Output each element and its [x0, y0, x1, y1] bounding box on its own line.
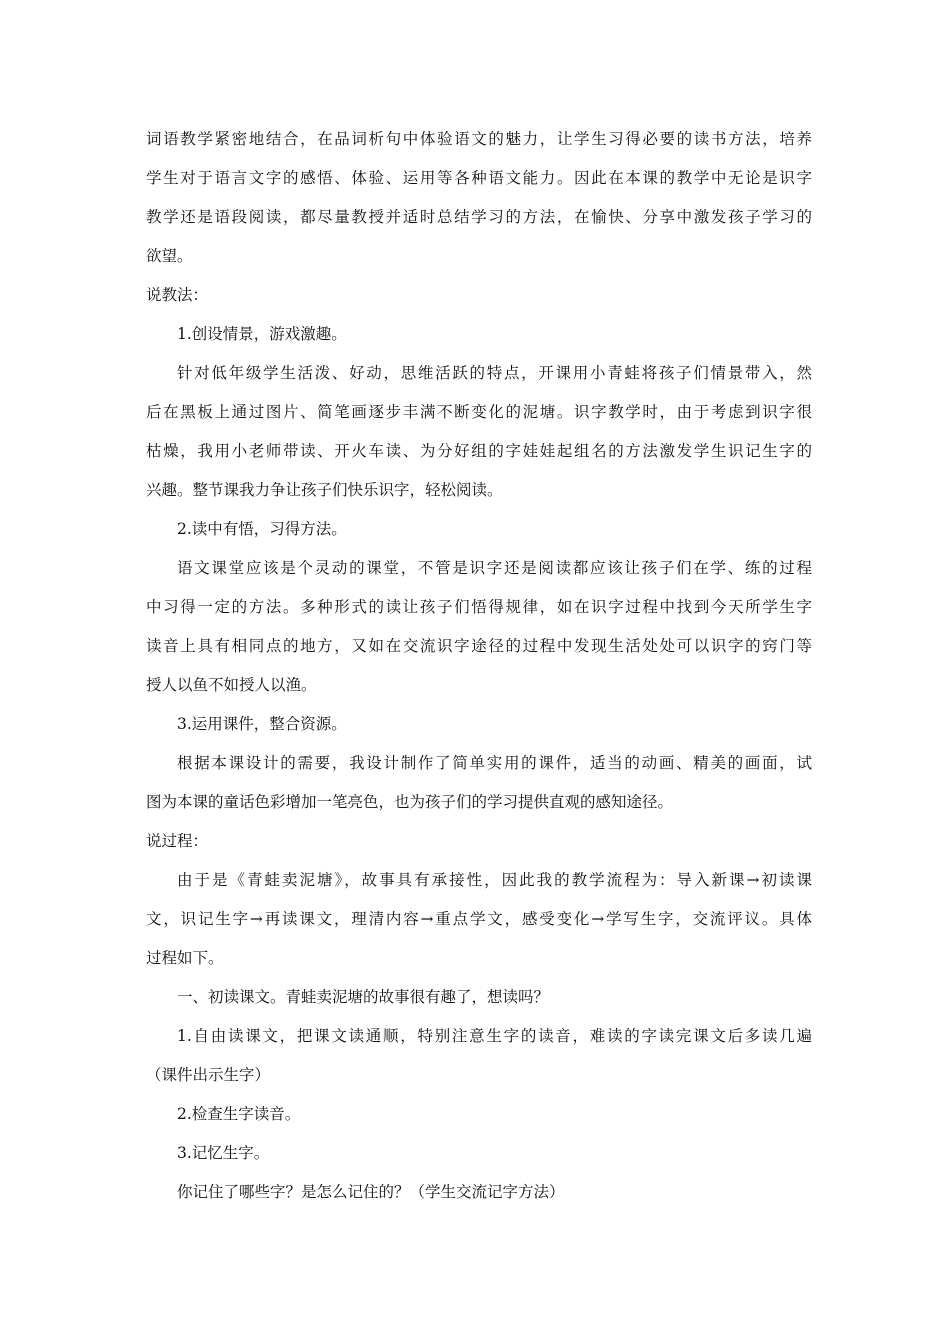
text-line: 根据本课设计的需要，我设计制作了简单实用的课件，适当的动画、精美的画面，试 [177, 754, 812, 772]
text-line: （课件出示生字） [146, 1066, 271, 1084]
text-line: 学生对于语言文字的感悟、体验、运用等各种语文能力。因此在本课的教学中无论是识字 [146, 169, 812, 187]
text-line: 兴趣。整节课我力争让孩子们快乐识字，轻松阅读。 [146, 481, 503, 499]
text-line: 欲望。 [146, 247, 193, 265]
text-line: 枯燥，我用小老师带读、开火车读、为分好组的字娃娃起组名的方法激发学生识记生字的 [146, 442, 812, 460]
text-line: 后在黑板上通过图片、简笔画逐步丰满不断变化的泥塘。识字教学时，由于考虑到识字很 [146, 403, 812, 421]
text-line: 读音上具有相同点的地方，又如在交流识字途径的过程中发现生活处处可以识字的窍门等 [146, 637, 812, 655]
text-line: 说过程： [146, 832, 209, 850]
text-line: 词语教学紧密地结合，在品词析句中体验语文的魅力，让学生习得必要的读书方法，培养 [146, 130, 812, 148]
text-line: 文，识记生字→再读课文，理清内容→重点学文，感受变化→学写生字，交流评议。具体 [146, 910, 812, 928]
text-line: 3.记忆生字。 [177, 1144, 270, 1162]
text-line: 教学还是语段阅读，都尽量教授并适时总结学习的方法，在愉快、分享中激发孩子学习的 [146, 208, 812, 226]
text-line: 说教法： [146, 286, 209, 304]
document-body [146, 122, 812, 1214]
text-line: 1.自由读课文，把课文读通顺，特别注意生字的读音，难读的字读完课文后多读几遍 [177, 1027, 812, 1045]
text-line: 2.检查生字读音。 [177, 1105, 301, 1123]
text-line: 中习得一定的方法。多种形式的读让孩子们悟得规律，如在识字过程中找到今天所学生字 [146, 598, 812, 616]
text-line: 授人以鱼不如授人以渔。 [146, 676, 317, 694]
text-line: 你记住了哪些字？是怎么记住的？（学生交流记字方法） [177, 1183, 565, 1201]
text-line: 图为本课的童话色彩增加一笔亮色，也为孩子们的学习提供直观的感知途径。 [146, 793, 674, 811]
text-line: 3.运用课件，整合资源。 [177, 715, 347, 733]
text-line: 由于是《青蛙卖泥塘》，故事具有承接性，因此我的教学流程为：导入新课→初读课 [177, 871, 812, 889]
text-line: 一、初读课文。青蛙卖泥塘的故事很有趣了，想读吗？ [177, 988, 550, 1006]
text-line: 1.创设情景，游戏激趣。 [177, 325, 347, 343]
text-line: 过程如下。 [146, 949, 224, 967]
text-line: 语文课堂应该是个灵动的课堂，不管是识字还是阅读都应该让孩子们在学、练的过程 [177, 559, 812, 577]
text-line: 2.读中有悟，习得方法。 [177, 520, 347, 538]
text-line: 针对低年级学生活泼、好动，思维活跃的特点，开课用小青蛙将孩子们情景带入，然 [177, 364, 812, 382]
